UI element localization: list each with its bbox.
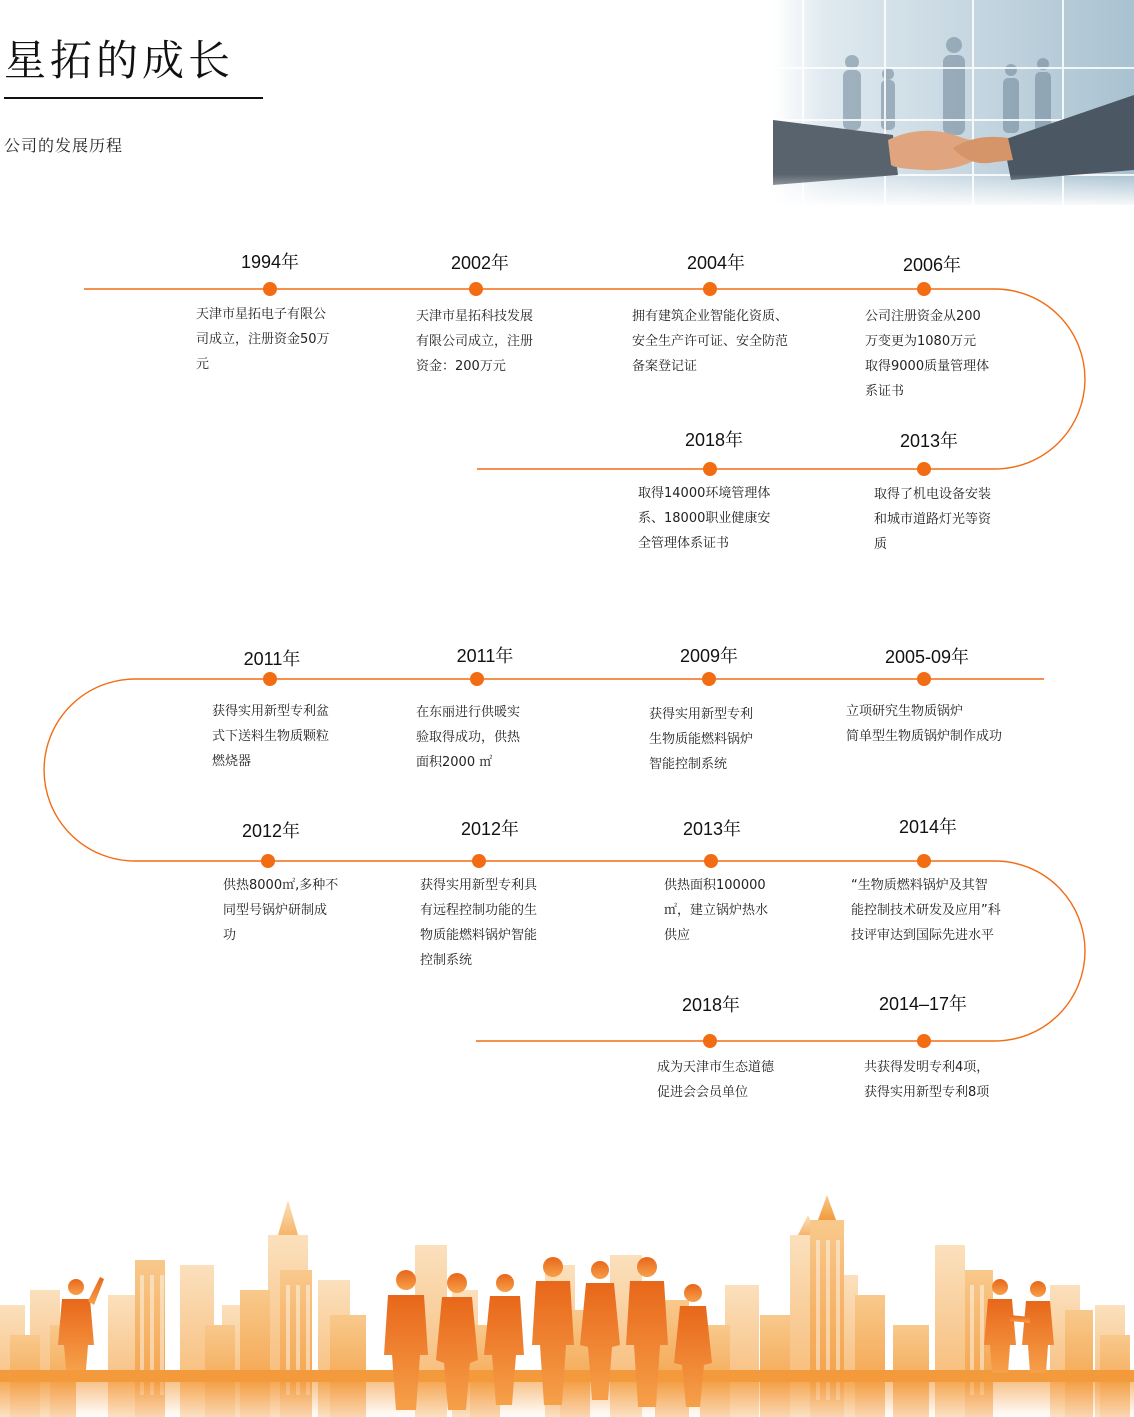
timeline-year: 2013年	[899, 431, 959, 451]
timeline-dot	[469, 282, 483, 296]
timeline-description: 获得实用新型专利具 有远程控制功能的生 物质能燃料锅炉智能 控制系统	[420, 878, 538, 968]
timeline-dot	[472, 854, 486, 868]
timeline-description: 成为天津市生态道德 促进会会员单位	[657, 1060, 775, 1100]
timeline-year: 2011年	[456, 646, 514, 666]
timeline-description: 天津市星拓科技发展 有限公司成立，注册 资金：200万元	[416, 309, 534, 374]
timeline-description: “生物质燃料锅炉及其智 能控制技术研发及应用”科 技评审达到国际先进水平	[851, 878, 1001, 943]
timeline-year: 2018年	[684, 430, 744, 450]
timeline-year: 1994年	[240, 252, 300, 272]
timeline-description: 获得实用新型专利 生物质能燃料锅炉 智能控制系统	[649, 707, 754, 772]
timeline-dot	[704, 854, 718, 868]
timeline-description: 取得了机电设备安装 和城市道路灯光等资 质	[874, 487, 992, 552]
timeline-year: 2006年	[902, 255, 962, 275]
timeline-description: 共获得发明专利4项， 获得实用新型专利8项	[864, 1060, 990, 1100]
city-skyline-illustration	[0, 1195, 1134, 1417]
timeline-dot	[261, 854, 275, 868]
timeline-year: 2013年	[682, 819, 742, 839]
timeline-description: 获得实用新型专利盆 式下送料生物质颗粒 燃烧器	[212, 704, 330, 769]
timeline-year: 2011年	[243, 649, 301, 669]
timeline-dot	[703, 282, 717, 296]
timeline-description: 立项研究生物质锅炉 简单型生物质锅炉制作成功	[846, 704, 1003, 744]
timeline-year: 2005-09年	[884, 647, 970, 667]
timeline-dot	[702, 672, 716, 686]
timeline-dot	[703, 1034, 717, 1048]
timeline-year: 2014年	[898, 817, 958, 837]
timeline-year: 2012年	[241, 821, 301, 841]
timeline-description: 天津市星拓电子有限公 司成立，注册资金50万 元	[196, 307, 330, 372]
timeline-year: 2004年	[686, 253, 746, 273]
timeline-dot	[917, 462, 931, 476]
timeline-year: 2002年	[450, 253, 510, 273]
page-subtitle: 公司的发展历程	[4, 136, 124, 155]
timeline-dot	[917, 1034, 931, 1048]
timeline-year: 2012年	[460, 819, 520, 839]
timeline-description: 取得14000环境管理体 系、18000职业健康安 全管理体系证书	[638, 486, 771, 551]
timeline-dot	[703, 462, 717, 476]
timeline-dot	[263, 282, 277, 296]
timeline-dot	[917, 282, 931, 296]
timeline-dot	[917, 672, 931, 686]
timeline-description: 供热8000㎡,多种不 同型号锅炉研制成 功	[223, 878, 339, 943]
timeline-description: 拥有建筑企业智能化资质、 安全生产许可证、安全防范 备案登记证	[632, 309, 789, 374]
timeline-dot	[263, 672, 277, 686]
timeline-description: 供热面积100000 ㎡，建立锅炉热水 供应	[664, 878, 769, 943]
timeline-year: 2014–17年	[878, 994, 968, 1014]
timeline-dot	[917, 854, 931, 868]
timeline-year: 2009年	[679, 646, 739, 666]
timeline-dot	[470, 672, 484, 686]
timeline-description: 在东丽进行供暖实 验取得成功，供热 面积2000 ㎡	[416, 705, 521, 770]
timeline-year: 2018年	[681, 995, 741, 1015]
timeline-description: 公司注册资金从200 万变更为1080万元 取得9000质量管理体 系证书	[865, 309, 990, 399]
page-title: 星拓的成长	[4, 36, 235, 85]
